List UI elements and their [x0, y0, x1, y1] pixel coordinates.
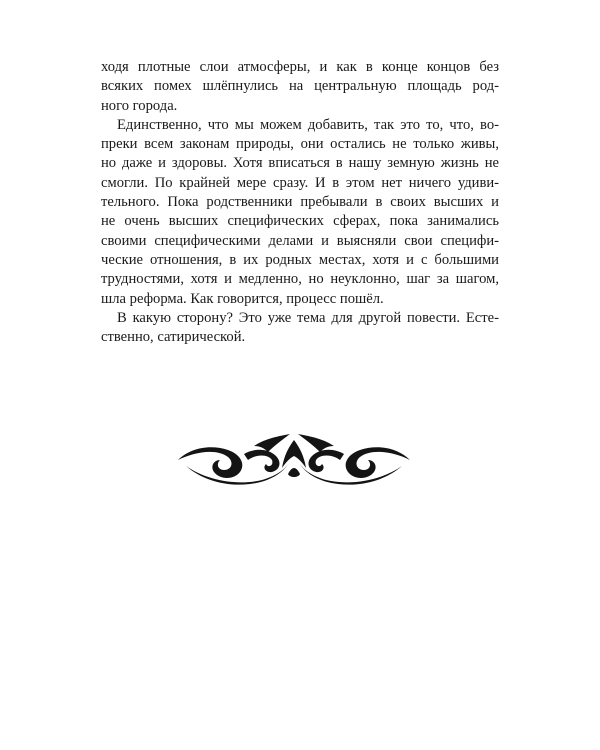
paragraph-2 [101, 116, 499, 309]
text-line: трудностями, хотя и медленно, но неуклонно, шаг за шагом, [101, 271, 499, 288]
text-line: ного города. [101, 97, 178, 114]
text-line: своими специфическими делами и выясняли свои специфи- [101, 232, 499, 249]
text-line: тельного. Пока родственники пребывали в своих высших и [101, 194, 499, 211]
text-line: шла реформа. Как говорится, процесс пошёл. [101, 290, 384, 307]
text-line: смогли. По крайней мере сразу. И в этом нет ничего удиви- [101, 174, 499, 191]
text-line: всяких помех шлёпнулись на центральную площадь род- [101, 78, 499, 95]
text-line: ходя плотные слои атмосферы, и как в конце концов без [101, 59, 499, 75]
text-line: не очень высших специфических сферах, пока занимались [101, 213, 499, 230]
text-line: ственно, сатирической. [101, 329, 246, 346]
paragraph-3 [101, 309, 499, 348]
tribal-ornament-icon [176, 430, 412, 490]
text-line: ческие отношения, в их родных местах, хотя и с большими [101, 251, 499, 268]
text-line: преки всем законам природы, они остались не только живы, [101, 136, 499, 153]
text-line: но даже и здоровы. Хотя вписаться в нашу земную жизнь не [101, 155, 499, 172]
text-line: В какую сторону? Это уже тема для другой повести. Есте- [117, 309, 499, 326]
paragraph-1 [101, 58, 499, 116]
body-text [101, 58, 499, 347]
text-line: Единственно, что мы можем добавить, так это то, что, во- [117, 116, 499, 133]
